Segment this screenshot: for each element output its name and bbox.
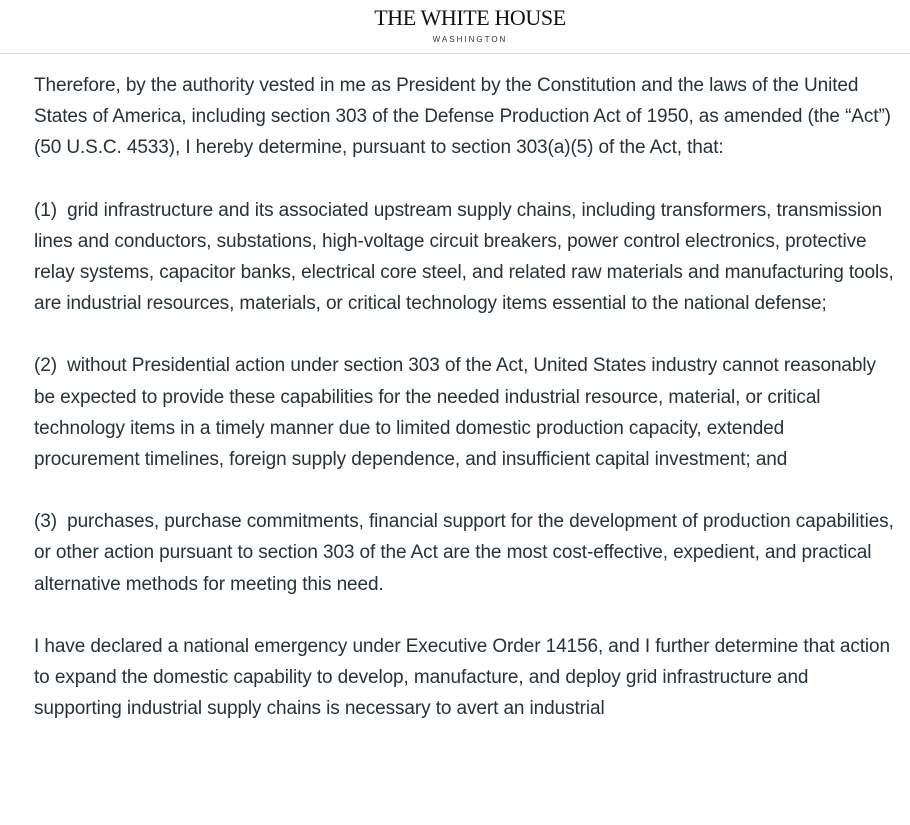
page-subtitle: WASHINGTON (432, 35, 508, 44)
determination-item-3 (34, 506, 894, 600)
page-header (0, 0, 910, 54)
intro-paragraph: Therefore, by the authority vested in me as President by the Constitution and the laws of the United States of America, including section 303 of the Defense Production Act of 1950, as amended (the “Act”) (50 U.S.C. 4533), I hereby determine, pursuant to section 303(a)(5) of the Act, that: (34, 75, 891, 159)
page-title: THE WHITE HOUSE (374, 5, 566, 30)
determination-item-2 (34, 350, 894, 475)
item-number: (3) (34, 511, 57, 533)
item-number: (2) (34, 355, 57, 377)
item-text: purchases, purchase commitments, financial support for the development of production capabilities, or other action pursuant to section 303 of the Act are the most cost-effective, expedient, and practical alternative methods for meeting this need. (34, 511, 894, 595)
item-number: (1) (34, 199, 57, 221)
item-text: grid infrastructure and its associated upstream supply chains, including transformers, transmission lines and conductors, substations, high-voltage circuit breakers, power control electronics, protective relay systems, capacitor banks, electrical core steel, and related raw materials and manufacturing tools, are industrial resources, materials, or critical technology items essential to the national defense; (34, 199, 894, 315)
item-text: without Presidential action under section 303 of the Act, United States industry cannot reasonably be expected to provide these capabilities for the needed industrial resource, material, or critical technology items in a timely manner due to limited domestic production capacity, extended procurement timelines, foreign supply dependence, and insufficient capital investment; and (34, 355, 876, 471)
determination-item-1 (34, 195, 894, 320)
closing-paragraph: I have declared a national emergency under Executive Order 14156, and I further determine that action to expand the domestic capability to develop, manufacture, and deploy grid infrastructure and supporting industrial supply chains is necessary to avert an industrial (34, 635, 890, 720)
document-body (34, 70, 894, 755)
